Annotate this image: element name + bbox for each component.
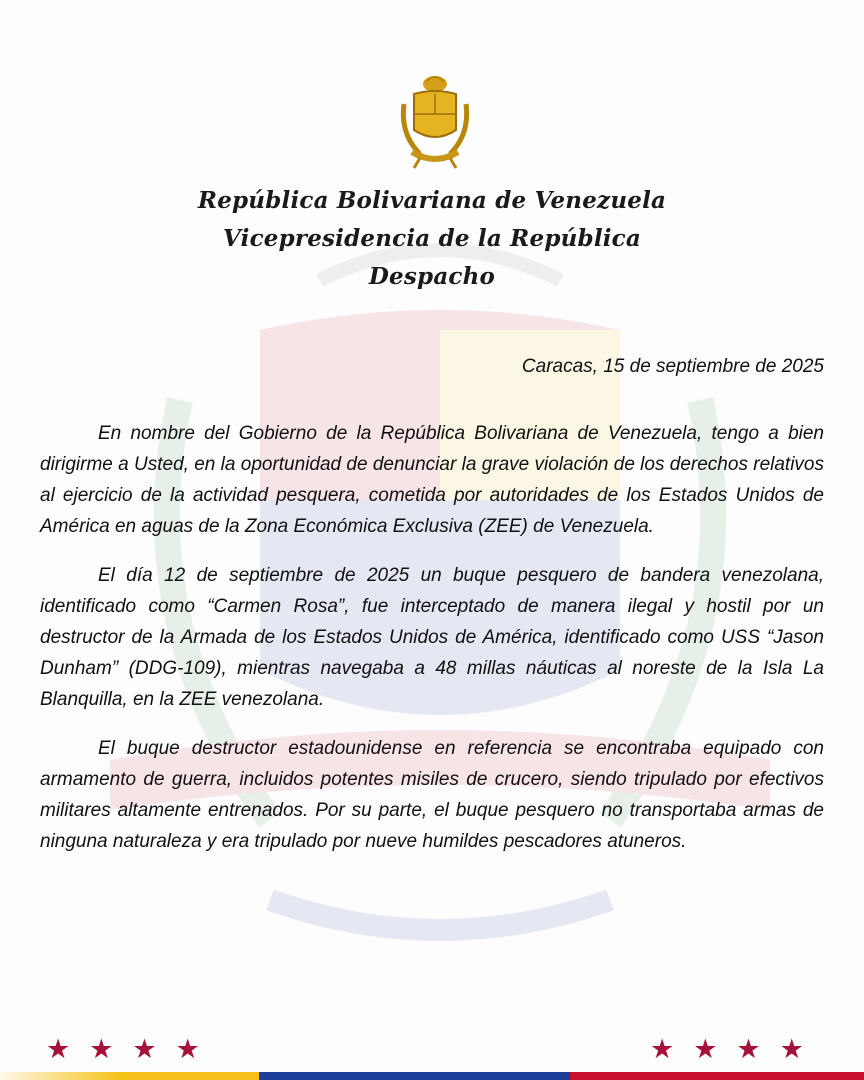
- paragraph-1: En nombre del Gobierno de la República Bolivariana de Venezuela, tengo a bien dirigirme a Usted, en la oportunidad de denunciar la grave violación de los derechos relativos al ejercicio de la actividad pesquera, cometida por autoridades de los Estados Unidos de América en aguas de la Zona Económica Exclusiva (ZEE) de Venezuela.: [40, 423, 824, 537]
- stars-left: ★★★★: [46, 1034, 219, 1064]
- letterhead-vicepresidency: Vicepresidencia de la República: [222, 225, 641, 252]
- coat-of-arms-icon: [398, 74, 472, 170]
- paragraph-3: El buque destructor estadounidense en referencia se encontraba equipado con armamento de guerra, incluidos potentes misiles de crucero, siendo tripulado por efectivos militares altamente entrenados. Por su parte, el buque pesquero no transportaba armas de ninguna naturaleza y era tripulado por nueve humildes pescadores atuneros.: [40, 738, 824, 852]
- letter-date: Caracas, 15 de septiembre de 2025: [521, 356, 824, 377]
- letterhead-office: Despacho: [368, 263, 496, 290]
- paragraph-2: El día 12 de septiembre de 2025 un buque pesquero de bandera venezolana, identificado como “Carmen Rosa”, fue interceptado de manera ilegal y hostil por un destructor de la Armada de los Estados Unidos de América, identificado como USS “Jason Dunham” (DDG-109), mientras navegaba a 48 millas náuticas al noreste de la Isla La Blanquilla, en la ZEE venezolana.: [40, 565, 824, 710]
- letterhead: [0, 182, 864, 296]
- flag-color-bar: [0, 1072, 864, 1080]
- letter-body: [40, 418, 824, 875]
- stars-right: ★★★★: [650, 1034, 823, 1064]
- letterhead-republic: República Bolivariana de Venezuela: [197, 187, 667, 214]
